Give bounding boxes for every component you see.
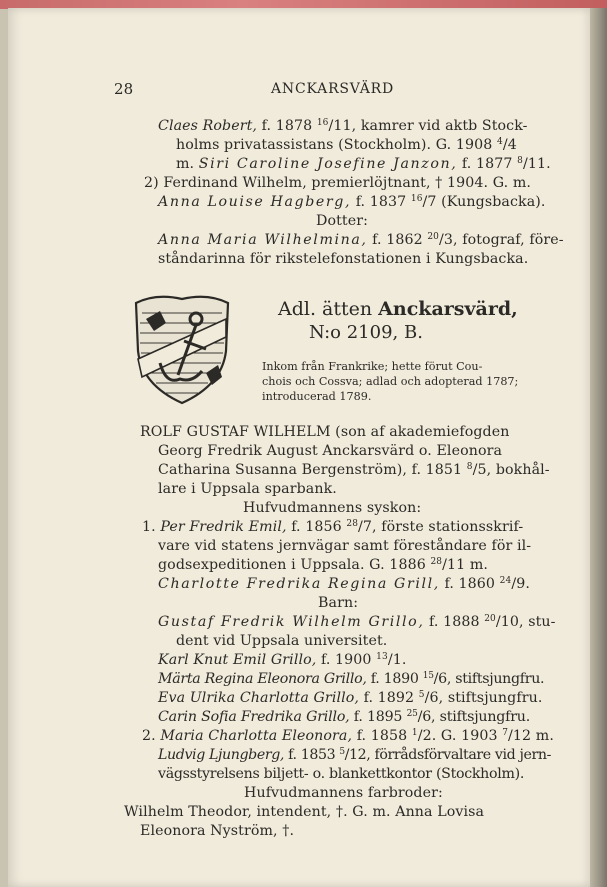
text-line: Anna Louise Hagberg, f. 1837 $^{16}$/7 (Kungsbacka). — [158, 194, 546, 210]
text-line: Märta Regina Eleonora Grillo, f. 1890 $^{15}$/6, stiftsjungfru. — [158, 671, 545, 687]
text-line: Claes Robert, f. 1878 $^{16}$/11, kamrer vid aktb Stock- — [158, 118, 528, 134]
text-line: Eva Ulrika Charlotta Grillo, f. 1892 $^5$/6, stiftsjungfru. — [158, 690, 543, 706]
page-number: 28 — [114, 80, 134, 98]
text-line: m. Siri Caroline Josefine Janzon, f. 1877 $^8$/11. — [176, 156, 551, 172]
section-heading: Hufvudmannens syskon: — [243, 500, 422, 516]
text-line: Carin Sofia Fredrika Grillo, f. 1895 $^{25}$/6, stiftsjungfru. — [158, 709, 531, 725]
text-line: Wilhelm Theodor, intendent, †. G. m. Anna Lovisa — [124, 804, 485, 820]
family-note: introducerad 1789. — [262, 390, 372, 403]
text-line: Karl Knut Emil Grillo, f. 1900 $^{13}$/1. — [158, 652, 407, 668]
running-head: ANCKARSVÄRD — [271, 81, 395, 97]
text-line: lare i Uppsala sparbank. — [158, 481, 337, 497]
family-note: chois och Cossva; adlad och adopterad 1787; — [262, 375, 519, 388]
text-line: Anna Maria Wilhelmina, f. 1862 $^{20}$/3, fotograf, före- — [158, 232, 564, 248]
text-line: 1. Per Fredrik Emil, f. 1856 $^{28}$/7, förste stationsskrif- — [142, 519, 524, 535]
section-heading: Dotter: — [316, 213, 368, 229]
text-line: vägsstyrelsens biljett- o. blankettkontor (Stockholm). — [158, 766, 525, 782]
text-line: Charlotte Fredrika Regina Grill, f. 1860 $^{24}$/9. — [158, 576, 530, 592]
family-number: N:o 2109, B. — [309, 322, 423, 343]
text-line: holms privatassistans (Stockholm). G. 1908 $^4$/4 — [176, 137, 517, 153]
text-line: Gustaf Fredrik Wilhelm Grillo, f. 1888 $^{20}$/10, stu- — [158, 614, 556, 630]
book-fore-edge — [590, 8, 607, 887]
text-line: ståndarinna för rikstelefonstationen i Kungsbacka. — [158, 251, 529, 267]
text-line: vare vid statens jernvägar samt föreståndare för il- — [158, 538, 532, 554]
text-line: godsexpeditionen i Uppsala. G. 1886 $^{28}$/11 m. — [158, 557, 488, 573]
coat-of-arms-icon — [126, 289, 238, 405]
family-title: Adl. ätten Anckarsvärd, — [278, 298, 518, 320]
text-line: Eleonora Nyström, †. — [140, 823, 295, 839]
text-line: dent vid Uppsala universitet. — [176, 633, 388, 649]
text-line: Ludvig Ljungberg, f. 1853 $^5$/12, förrådsförvaltare vid jern- — [158, 747, 551, 763]
text-line: ROLF GUSTAF WILHELM (son af akademiefogden — [140, 424, 510, 440]
text-line: 2. Maria Charlotta Eleonora, f. 1858 $^1$/2. G. 1903 $^7$/12 m. — [142, 728, 554, 744]
family-note: Inkom från Frankrike; hette förut Cou- — [262, 360, 483, 373]
text-line: Catharina Susanna Bergenström), f. 1851 $^8$/5, bokhål- — [158, 462, 550, 478]
section-heading: Barn: — [318, 595, 359, 611]
section-heading: Hufvudmannens farbroder: — [244, 785, 443, 801]
text-line: 2) Ferdinand Wilhelm, premierlöjtnant, † 1904. G. m. — [144, 175, 532, 191]
text-line: Georg Fredrik August Anckarsvärd o. Eleonora — [158, 443, 503, 459]
